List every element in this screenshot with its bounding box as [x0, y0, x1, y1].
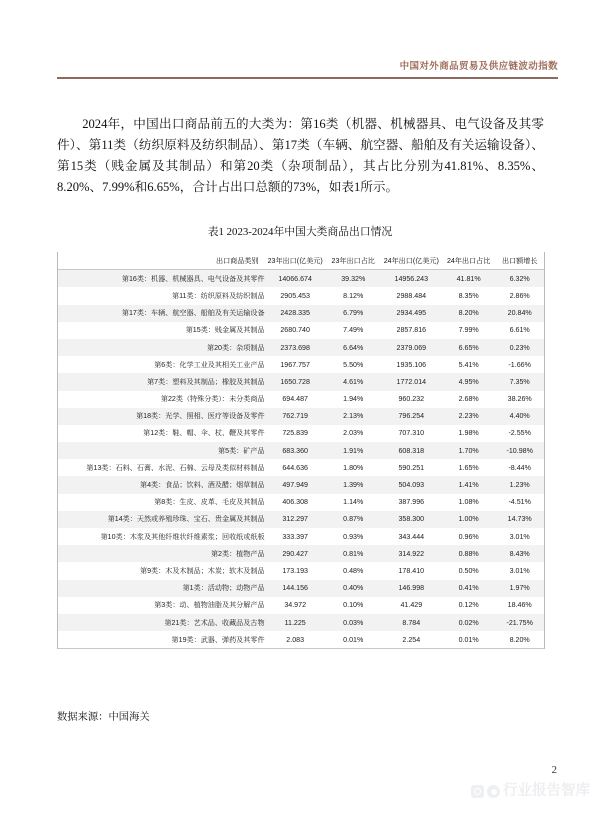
- table-row: [58, 494, 544, 511]
- cell-value: 8.20%: [458, 309, 479, 318]
- cell-value: 2.254: [381, 631, 442, 649]
- cell-category: 第17类：车辆、航空器、船舶及有关运输设备: [121, 309, 265, 318]
- cell-value: 0.87%: [343, 515, 364, 524]
- cell-value: 314.922: [398, 549, 425, 558]
- cell-value: 0.02%: [458, 618, 479, 627]
- table-row: [58, 373, 544, 390]
- cell-value: 3.01%: [509, 532, 530, 541]
- cell-value: 5.50%: [343, 360, 364, 369]
- cell-value: -21.75%: [506, 618, 533, 627]
- cell-value: -2.55%: [508, 429, 531, 438]
- cell-value: 343.444: [398, 532, 425, 541]
- cell-value: 1.41%: [458, 481, 479, 490]
- column-header-export-2023: 23年出口(亿美元): [265, 252, 326, 270]
- cell-value: 39.32%: [341, 274, 366, 283]
- cell-value: 2.03%: [343, 429, 364, 438]
- cell-value: 694.487: [282, 395, 308, 404]
- cell-value: 6.32%: [509, 274, 530, 283]
- cell-value: 0.50%: [458, 566, 479, 575]
- cell-value: 14066.674: [278, 274, 312, 283]
- cell-value: 2934.495: [396, 309, 427, 318]
- cell-value: 178.410: [398, 566, 425, 575]
- table-row: [58, 425, 544, 442]
- cell-value: 387.996: [398, 498, 425, 507]
- cell-value: 0.41%: [458, 584, 479, 593]
- cell-value: 173.193: [282, 566, 308, 575]
- cell-category: 第13类：石料、石膏、水泥、石棉、云母及类似材料制品: [86, 463, 265, 472]
- table-row: [58, 459, 544, 476]
- cell-value: 290.427: [282, 549, 308, 558]
- cell-value: 796.254: [398, 412, 425, 421]
- cell-value: 6.64%: [343, 343, 364, 352]
- header-title: 中国对外商品贸易及供应链波动指数: [399, 61, 558, 72]
- cell-value: 2.86%: [509, 291, 530, 300]
- cell-category: 第21类：艺术品、收藏品及古物: [164, 618, 265, 627]
- cell-value: 1.70%: [458, 446, 479, 455]
- cell-value: 1772.014: [396, 377, 427, 386]
- document-header: [0, 58, 600, 82]
- cell-value: 8.12%: [343, 291, 364, 300]
- table-header-row: [58, 252, 544, 270]
- cell-value: 7.99%: [458, 326, 479, 335]
- table-row: [58, 270, 544, 288]
- table-row: [58, 597, 544, 614]
- cell-value: 960.232: [398, 395, 425, 404]
- cell-value: 590.251: [398, 463, 425, 472]
- cell-value: 8.43%: [509, 549, 530, 558]
- cell-category: 第12类：鞋、帽、伞、杖、鞭及其零件: [143, 429, 265, 438]
- cell-value: 504.093: [398, 481, 425, 490]
- cell-value: 608.318: [398, 446, 425, 455]
- cell-value: -4.51%: [508, 498, 531, 507]
- cell-category: 第14类：天然或养殖珍珠、宝石、贵金属及其制品: [107, 515, 265, 524]
- table-row: [58, 356, 544, 373]
- cell-value: 358.300: [398, 515, 425, 524]
- column-header-share-2024: 24年出口占比: [442, 252, 495, 270]
- cell-value: -8.44%: [508, 463, 531, 472]
- cell-value: 1.08%: [458, 498, 479, 507]
- cell-value: 1.98%: [458, 429, 479, 438]
- table-row: [58, 339, 544, 356]
- source-note: 数据来源：中国海关: [57, 712, 150, 723]
- cell-value: 1650.728: [280, 377, 310, 386]
- cell-value: 0.96%: [458, 532, 479, 541]
- cell-value: 762.719: [282, 412, 308, 421]
- cell-value: 8.784: [402, 618, 421, 627]
- cell-value: 0.40%: [343, 584, 364, 593]
- cell-value: 1.65%: [458, 463, 479, 472]
- cell-category: 第2类：植物产品: [210, 549, 265, 558]
- cell-value: 0.23%: [509, 343, 530, 352]
- cell-value: 0.88%: [458, 549, 479, 558]
- cell-value: 2379.069: [396, 343, 427, 352]
- cell-value: 406.308: [282, 498, 308, 507]
- table-row: [58, 305, 544, 322]
- cell-value: 2.23%: [458, 412, 479, 421]
- cell-value: 0.10%: [343, 601, 364, 610]
- cell-value: 8.35%: [458, 291, 479, 300]
- cell-category: 第6类：化学工业及其相关工业产品: [154, 360, 265, 369]
- body-paragraph: 2024年，中国出口商品前五的大类为：第16类（机器、机械器具、电气设备及其零件）、第11类（纺织原料及纺织制品）、第17类（车辆、航空器、船舶及有关运输设备）、第15类（贱金属及其制品）和第20类（杂项制品），其占比分别为41.81%、8.35%、8.20%、7.99%和6.65%，合计占出口总额的73%，如表1所示。: [57, 116, 544, 195]
- cell-value: 2373.698: [280, 343, 310, 352]
- table-row: [58, 408, 544, 425]
- watermark-label: 行业报告智库: [503, 783, 590, 799]
- table-row: [58, 528, 544, 545]
- cell-value: 2905.453: [280, 291, 310, 300]
- cell-value: 707.310: [398, 429, 425, 438]
- cell-value: 7.49%: [343, 326, 364, 335]
- cell-category: 第4类：食品；饮料、酒及醋；烟草制品: [140, 481, 265, 490]
- cell-value: 2857.816: [396, 326, 427, 335]
- table-row: [58, 545, 544, 562]
- cell-value: 0.01%: [326, 631, 381, 649]
- cell-category: 第11类：纺织原料及纺织制品: [172, 291, 265, 300]
- cell-value: 497.949: [282, 481, 308, 490]
- cell-value: 14.73%: [507, 515, 532, 524]
- cell-value: 1.80%: [343, 463, 364, 472]
- cell-value: 312.297: [282, 515, 308, 524]
- cell-value: 38.26%: [507, 395, 532, 404]
- cell-category: 第19类：武器、弹药及其零件: [58, 631, 265, 649]
- cell-value: 4.40%: [509, 412, 530, 421]
- page-number: 2: [551, 764, 557, 776]
- cell-value: 41.81%: [456, 274, 481, 283]
- column-header-category: 出口商品类别: [58, 252, 265, 270]
- watermark-circle-icon: [487, 785, 500, 798]
- cell-value: 2988.484: [396, 291, 427, 300]
- cell-value: 1.14%: [343, 498, 364, 507]
- table-row: [58, 442, 544, 459]
- cell-value: 34.972: [284, 601, 307, 610]
- table-row: [58, 476, 544, 493]
- table-row: [58, 287, 544, 304]
- cell-value: 11.225: [284, 618, 306, 627]
- cell-value: 4.95%: [458, 377, 479, 386]
- column-header-export-2024: 24年出口(亿美元): [381, 252, 442, 270]
- cell-category: 第3类：动、植物油脂及其分解产品: [154, 601, 265, 610]
- table-caption: 表1 2023-2024年中国大类商品出口情况: [207, 226, 393, 238]
- cell-value: 725.839: [282, 429, 308, 438]
- cell-value: 8.20%: [495, 631, 544, 649]
- cell-value: -1.66%: [508, 360, 531, 369]
- cell-value: 0.03%: [343, 618, 364, 627]
- cell-value: 683.360: [282, 446, 308, 455]
- cell-value: 0.12%: [458, 601, 479, 610]
- cell-value: 14956.243: [394, 274, 429, 283]
- cell-value: 6.61%: [509, 326, 530, 335]
- cell-value: 20.84%: [507, 309, 532, 318]
- cell-value: 0.93%: [343, 532, 364, 541]
- cell-category: 第15类：贱金属及其制品: [185, 326, 265, 335]
- cell-value: 5.41%: [458, 360, 479, 369]
- cell-value: 3.01%: [509, 566, 530, 575]
- cell-category: 第9类：木及木制品；木炭；软木及制品: [140, 566, 265, 575]
- cell-value: 7.35%: [509, 377, 530, 386]
- cell-value: 144.156: [282, 584, 308, 593]
- cell-value: 2.68%: [458, 395, 479, 404]
- cell-category: 第7类：塑料及其制品；橡胶及其制品: [147, 377, 265, 386]
- cell-value: 644.636: [282, 463, 308, 472]
- cell-value: -10.98%: [506, 446, 533, 455]
- cell-value: 1.39%: [343, 481, 364, 490]
- cell-value: 1.91%: [343, 446, 364, 455]
- cell-category: 第1类：活动物；动物产品: [182, 584, 265, 593]
- cell-category: 第10类：木浆及其他纤维状纤维素浆；回收纸或纸板: [100, 532, 265, 541]
- cell-category: 第8类：生皮、皮革、毛皮及其制品: [154, 498, 265, 507]
- table-row: [58, 322, 544, 339]
- cell-value: 2428.335: [280, 309, 310, 318]
- table-body: [58, 270, 544, 649]
- cell-value: 1.23%: [509, 481, 530, 490]
- cell-category: 第20类：杂项制品: [207, 343, 265, 352]
- table-row: [58, 614, 544, 631]
- column-header-share-2023: 23年出口占比: [326, 252, 381, 270]
- cell-value: 41.429: [400, 601, 423, 610]
- cell-value: 333.397: [282, 532, 308, 541]
- cell-value: 0.81%: [343, 549, 364, 558]
- cell-category: 第16类：机器、机械器具、电气设备及其零件: [121, 274, 265, 283]
- cell-value: 1.97%: [509, 584, 530, 593]
- cell-category: 第22类（特殊分类）：未分类商品: [160, 395, 265, 404]
- watermark: [471, 784, 590, 799]
- cell-value: 6.65%: [458, 343, 479, 352]
- cell-category: 第5类：矿产品: [218, 446, 265, 455]
- cell-value: 18.46%: [507, 601, 532, 610]
- table-row: [58, 631, 544, 649]
- cell-value: 0.48%: [343, 566, 364, 575]
- column-header-growth: 出口额增长: [495, 252, 544, 270]
- cell-value: 6.79%: [343, 309, 364, 318]
- export-table-container: [57, 252, 545, 649]
- table-row: [58, 562, 544, 579]
- cell-value: 1967.757: [280, 360, 310, 369]
- cell-value: 2.083: [265, 631, 326, 649]
- export-table: [58, 252, 544, 649]
- cell-value: 1.00%: [458, 515, 479, 524]
- cell-value: 1.94%: [343, 395, 364, 404]
- table-row: [58, 511, 544, 528]
- table-header: [58, 252, 544, 270]
- table-row: [58, 391, 544, 408]
- cell-category: 第18类：光学、照相、医疗等设备及零件: [136, 412, 265, 421]
- cell-value: 0.01%: [442, 631, 495, 649]
- header-divider: [57, 77, 558, 79]
- table-row: [58, 580, 544, 597]
- cell-value: 4.61%: [343, 377, 364, 386]
- cell-value: 2.13%: [343, 412, 364, 421]
- cell-value: 146.998: [398, 584, 425, 593]
- watermark-badge-icon: [471, 785, 484, 798]
- cell-value: 1935.106: [396, 360, 427, 369]
- cell-value: 2680.740: [280, 326, 310, 335]
